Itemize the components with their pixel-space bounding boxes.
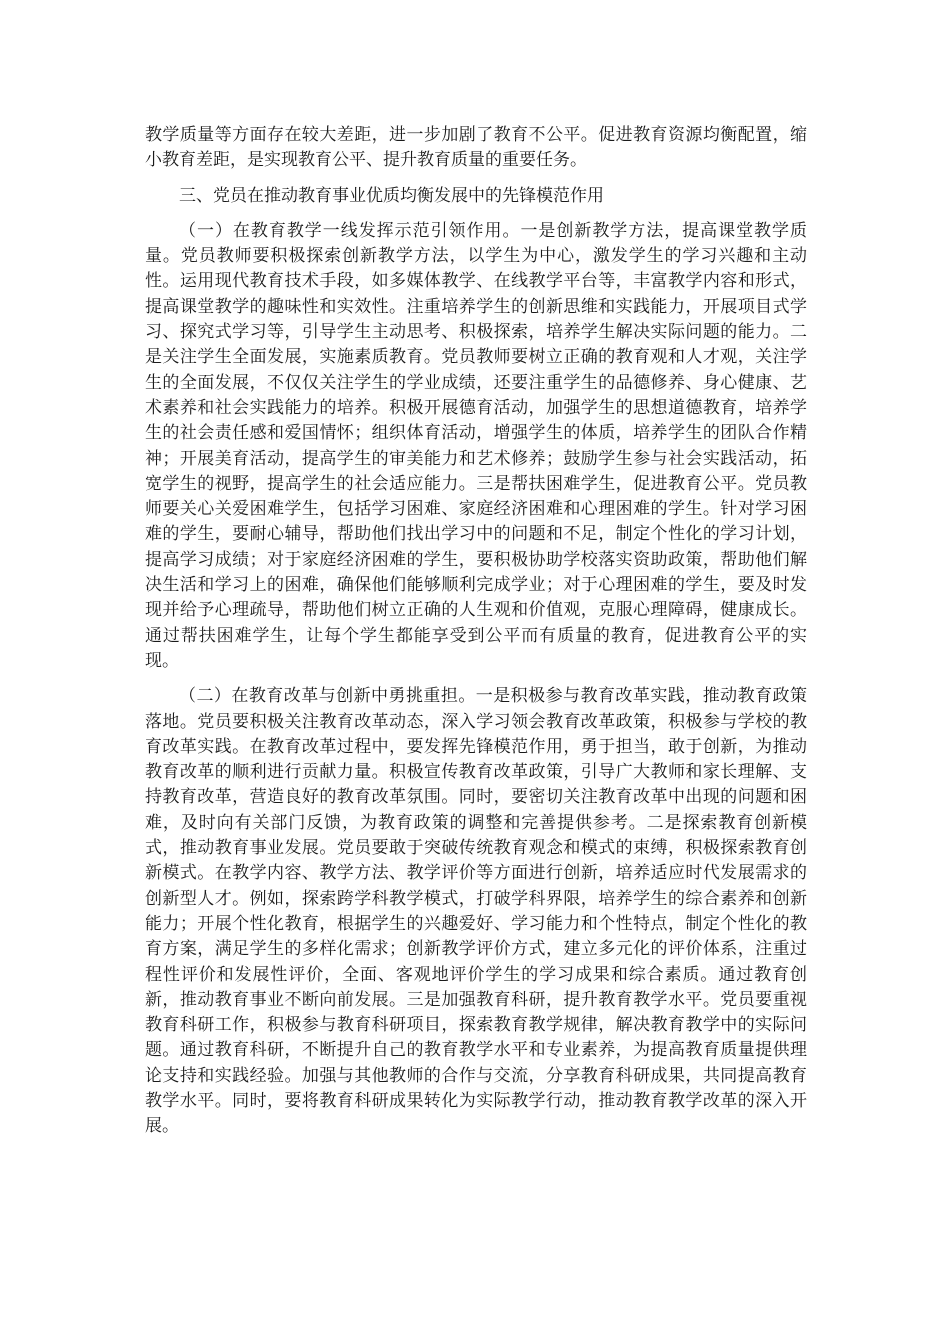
paragraph-subsection-1: （一）在教育教学一线发挥示范引领作用。一是创新教学方法，提高课堂教学质量。党员教师要积极探索创新教学方法，以学生为中心，激发学生的学习兴趣和主动性。运用现代教育技术手段，如多媒体教学、在线教学平台等，丰富教学内容和形式，提高课堂教学的趣味性和实效性。注重培养学生的创新思维和实践能力，开展项目式学习、探究式学习等，引导学生主动思考、积极探索，培养学生解决实际问题的能力。二是关注学生全面发展，实施素质教育。党员教师要树立正确的教育观和人才观，关注学生的全面发展，不仅仅关注学生的学业成绩，还要注重学生的品德修养、身心健康、艺术素养和社会实践能力的培养。积极开展德育活动，加强学生的思想道德教育，培养学生的社会责任感和爱国情怀；组织体育活动，增强学生的体质，培养学生的团队合作精神；开展美育活动，提高学生的审美能力和艺术修养；鼓励学生参与社会实践活动，拓宽学生的视野，提高学生的社会适应能力。三是帮扶困难学生，促进教育公平。党员教师要关心关爱困难学生，包括学习困难、家庭经济困难和心理困难的学生。针对学习困难的学生，要耐心辅导，帮助他们找出学习中的问题和不足，制定个性化的学习计划，提高学习成绩；对于家庭经济困难的学生，要积极协助学校落实资助政策，帮助他们解决生活和学习上的困难，确保他们能够顺利完成学业；对于心理困难的学生，要及时发现并给予心理疏导，帮助他们树立正确的人生观和价值观，克服心理障碍，健康成长。通过帮扶困难学生，让每个学生都能享受到公平而有质量的教育，促进教育公平的实现。 (145, 220, 807, 671)
paragraph-subsection-2: （二）在教育改革与创新中勇挑重担。一是积极参与教育改革实践，推动教育政策落地。党员要积极关注教育改革动态，深入学习领会教育改革政策，积极参与学校的教育改革实践。在教育改革过程中，要发挥先锋模范作用，勇于担当，敢于创新，为推动教育改革的顺利进行贡献力量。积极宣传教育改革政策，引导广大教师和家长理解、支持教育改革，营造良好的教育改革氛围。同时，要密切关注教育改革中出现的问题和困难，及时向有关部门反馈，为教育政策的调整和完善提供参考。二是探索教育创新模式，推动教育事业发展。党员要敢于突破传统教育观念和模式的束缚，积极探索教育创新模式。在教学内容、教学方法、教学评价等方面进行创新，培养适应时代发展需求的创新型人才。例如，探索跨学科教学模式，打破学科界限，培养学生的综合素养和创新能力；开展个性化教育，根据学生的兴趣爱好、学习能力和个性特点，制定个性化的教育方案，满足学生的多样化需求；创新教学评价方式，建立多元化的评价体系，注重过程性评价和发展性评价，全面、客观地评价学生的学习成果和综合素质。通过教育创新，推动教育事业不断向前发展。三是加强教育科研，提升教育教学水平。党员要重视教育科研工作，积极参与教育科研项目，探索教育教学规律，解决教育教学中的实际问题。通过教育科研，不断提升自己的教育教学水平和专业素养，为提高教育质量提供理论支持和实践经验。加强与其他教师的合作与交流，分享教育科研成果，共同提高教育教学水平。同时，要将教育科研成果转化为实际教学行动，推动教育教学改革的深入开展。 (145, 686, 807, 1137)
document-body (145, 123, 807, 1140)
paragraph-continuation: 教学质量等方面存在较大差距，进一步加剧了教育不公平。促进教育资源均衡配置，缩小教育差距，是实现教育公平、提升教育质量的重要任务。 (145, 125, 807, 171)
section-heading-3: 三、党员在推动教育事业优质均衡发展中的先锋模范作用 (179, 185, 604, 206)
